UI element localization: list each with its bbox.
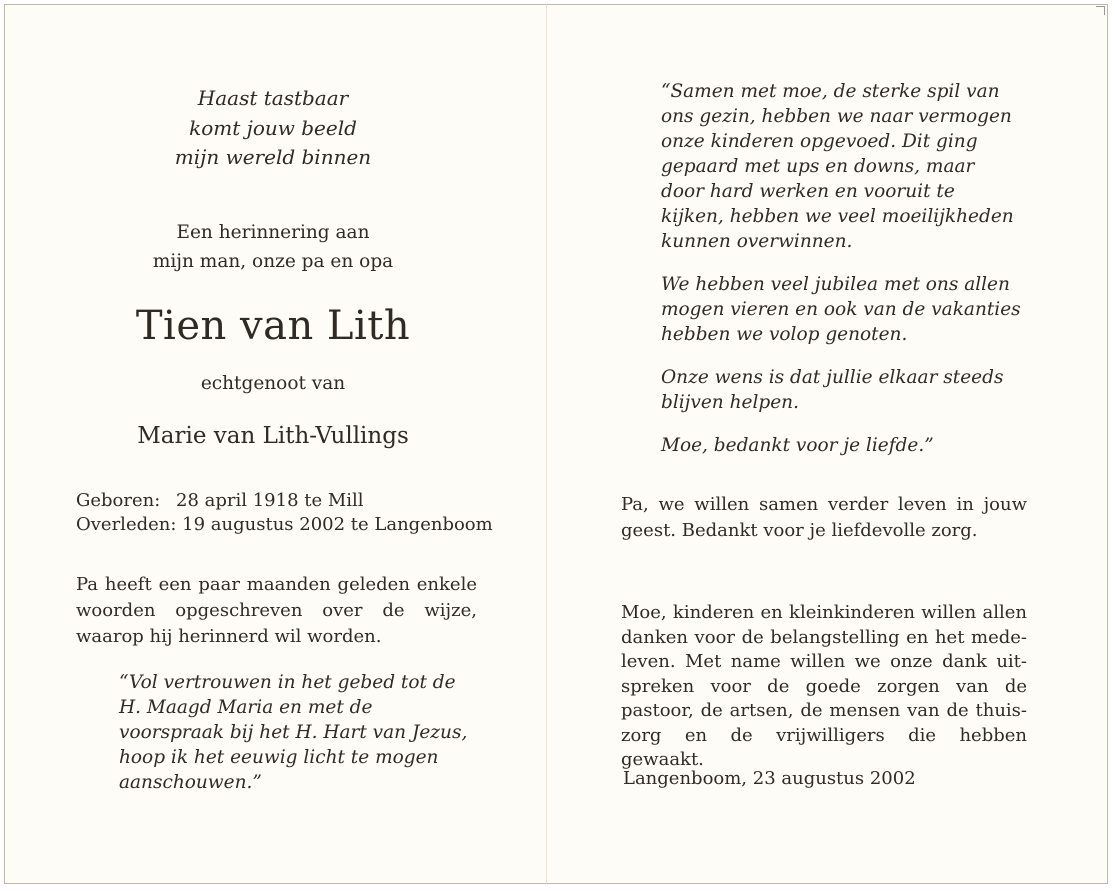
spouse-name: Marie van Lith-Vullings: [137, 423, 409, 449]
born-value: 28 april 1918 te Mill: [176, 490, 364, 511]
place-date: Langenboom, 23 augustus 2002: [623, 768, 916, 789]
died-value: 19 augustus 2002 te Langenboom: [182, 514, 493, 535]
remembrance-intro: [120, 218, 426, 276]
paragraph-line: danken voor de belangstelling en het mede-: [621, 626, 1027, 648]
quote-line: voorspraak bij het H. Hart van Jezus,: [119, 722, 468, 743]
poem-line: komt jouw beeld: [189, 115, 357, 140]
quote-paragraph: [661, 79, 1021, 254]
paragraph-line: spreken voor de goede zorgen van de: [621, 675, 1027, 697]
quote-paragraph: [661, 365, 1021, 415]
quote-line: gepaard met ups en downs, maar: [661, 156, 975, 177]
quote-line: door hard werken en vooruit te: [661, 181, 955, 202]
quote-line: kijken, hebben we veel moeilijkheden: [661, 206, 1014, 227]
born-label: Geboren:: [76, 490, 161, 511]
thanks-paragraph: [621, 601, 1027, 770]
paragraph-line: zorg en de vrijwilligers die hebben gewaakt.: [621, 724, 1027, 770]
quote-line: kunnen overwinnen.: [661, 231, 853, 252]
paragraph-line: geest. Bedankt voor je liefdevolle zorg.: [621, 520, 978, 541]
quote-paragraph: [661, 272, 1021, 347]
quote-paragraph: [661, 433, 1021, 458]
intro-line: mijn man, onze pa en opa: [152, 251, 394, 272]
quote-line: “Samen met moe, de sterke spil van: [661, 81, 1000, 102]
opening-poem: [120, 84, 426, 173]
intro-line: Een herinnering aan: [176, 222, 370, 243]
died-label: Overleden:: [76, 514, 177, 535]
died-row: [76, 513, 493, 537]
farewell-paragraph: [621, 492, 1027, 544]
corner-crop-mark: [1096, 6, 1105, 15]
poem-line: mijn wereld binnen: [174, 145, 372, 169]
life-dates: [76, 489, 493, 537]
born-row: [76, 489, 493, 513]
intro-paragraph: [76, 572, 477, 650]
quote-line: Onze wens is dat jullie elkaar steeds: [661, 367, 1004, 388]
quote-line: blijven helpen.: [661, 392, 799, 413]
paragraph-line: woorden opgeschreven over de wijze,: [76, 600, 477, 621]
paragraph-line: Pa heeft een paar maanden geleden enkele: [76, 574, 477, 595]
paragraph-line: leven. Met name willen we onze dank uit-: [621, 651, 1027, 672]
paragraph-line: Pa, we willen samen verder leven in jouw: [621, 494, 1027, 515]
paragraph-line: Moe, kinderen en kleinkinderen willen allen: [621, 602, 1027, 623]
quote-line: ons gezin, hebben we naar vermogen: [661, 106, 1012, 127]
quote-line: We hebben veel jubilea met ons allen: [661, 274, 1010, 295]
spouse-label: echtgenoot van: [200, 373, 346, 394]
paragraph-line: pastoor, de artsen, de mensen van de thuis-: [621, 700, 1027, 721]
deceased-name: Tien van Lith: [135, 303, 411, 349]
quote-line: Moe, bedankt voor je liefde.”: [661, 435, 934, 456]
quote-line: mogen vieren en ook van de vakanties: [661, 299, 1021, 320]
card-fold-line: [546, 4, 547, 884]
family-quote: [661, 79, 1021, 476]
paragraph-line: waarop hij herinnerd wil worden.: [76, 626, 382, 647]
poem-line: Haast tastbaar: [197, 86, 349, 110]
quote-line: onze kinderen opgevoed. Dit ging: [661, 131, 978, 152]
father-quote: [119, 670, 469, 795]
quote-line: H. Maagd Maria en met de: [119, 697, 373, 718]
quote-line: aanschouwen.”: [119, 772, 262, 793]
quote-line: hebben we volop genoten.: [661, 324, 908, 345]
quote-line: hoop ik het eeuwig licht te mogen: [119, 747, 439, 768]
quote-line: “Vol vertrouwen in het gebed tot de: [119, 672, 456, 693]
